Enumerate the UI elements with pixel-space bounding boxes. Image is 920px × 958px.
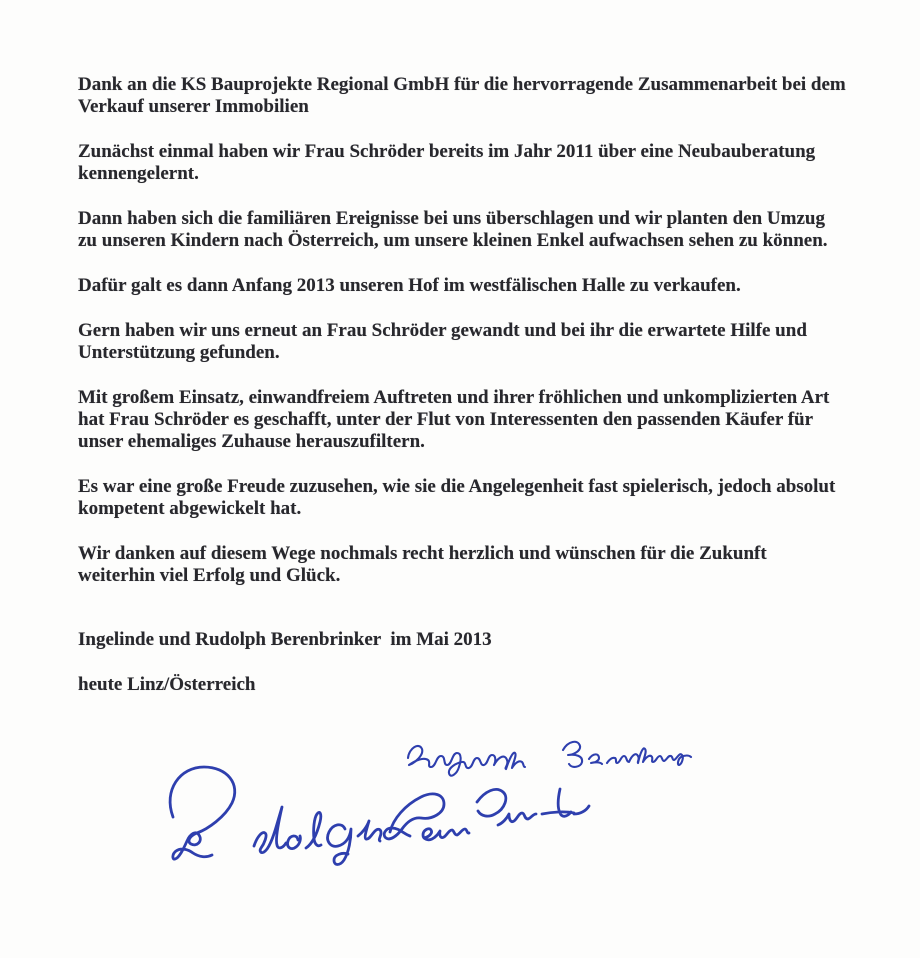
paragraph-4: Gern haben wir uns erneut an Frau Schröder gewandt und bei ihr die erwartete Hilfe und Unterstützung gefunden. bbox=[78, 320, 812, 363]
paragraph-1: Zunächst einmal haben wir Frau Schröder bereits im Jahr 2011 über eine Neubauberatung kennengelernt. bbox=[78, 141, 820, 184]
subject-line: Dank an die KS Bauprojekte Regional GmbH für die hervorragende Zusammenarbeit bei dem Verkauf unserer Immobilien bbox=[78, 74, 851, 117]
signature-rudolph-stroke-3 bbox=[384, 789, 589, 840]
paragraph-5: Mit großem Einsatz, einwandfreiem Auftreten und ihrer fröhlichen und unkomplizierten Art hat Frau Schröder es geschafft, unter der Flut von Interessenten den passenden Käufer für unser ehemaliges Zuhause herauszufiltern. bbox=[78, 387, 835, 452]
signoff-location: heute Linz/Österreich bbox=[78, 674, 256, 695]
signoff-names-date: Ingelinde und Rudolph Berenbrinker im Mai 2013 bbox=[78, 629, 492, 650]
signature-area bbox=[0, 710, 920, 895]
signature-ingelinde-stroke-1 bbox=[408, 746, 525, 776]
paragraph-3: Dafür galt es dann Anfang 2013 unseren Hof im westfälischen Halle zu verkaufen. bbox=[78, 275, 741, 296]
signature-rudolph-stroke-1 bbox=[170, 767, 235, 859]
signature-rudolph bbox=[170, 767, 589, 865]
signature-rudolph-stroke-2 bbox=[254, 807, 381, 865]
paragraph-6: Es war eine große Freude zuzusehen, wie sie die Angelegenheit fast spielerisch, jedoch absolut kompetent abgewickelt hat. bbox=[78, 476, 841, 519]
signature-ingelinde-stroke-2 bbox=[563, 742, 691, 767]
paragraph-2: Dann haben sich die familiären Ereignisse bei uns überschlagen und wir planten den Umzug zu unseren Kindern nach Österreich, um unsere kleinen Enkel aufwachsen sehen zu können. bbox=[78, 208, 830, 251]
paragraph-7: Wir danken auf diesem Wege nochmals recht herzlich und wünschen für die Zukunft weiterhin viel Erfolg und Glück. bbox=[78, 543, 772, 586]
signature-ingelinde bbox=[408, 742, 691, 776]
